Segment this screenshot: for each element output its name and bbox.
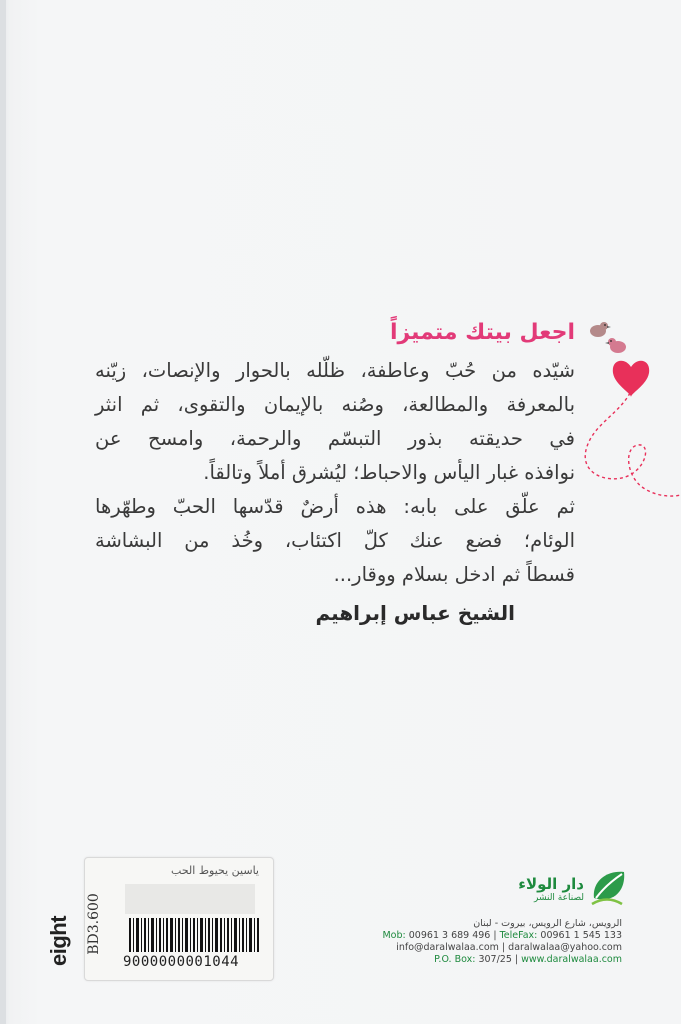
blurb-line: شيّده من حُبّ وعاطفة، ظلّله بالحوار والإنصات، زيّنه <box>95 359 575 382</box>
mob-label: Mob: <box>382 930 406 941</box>
mob-number: 00961 3 689 496 <box>408 930 491 941</box>
bird-icon <box>605 338 626 353</box>
publisher-address: الرويس، شارع الرويس، بيروت - لبنان <box>473 918 622 929</box>
publisher-phones: Mob: 00961 3 689 496 | TeleFax: 00961 1 545 133 <box>382 930 622 941</box>
telefax-number: 00961 1 545 133 <box>540 930 622 941</box>
blurb-title: اجعل بيتك متميزاً <box>389 320 575 345</box>
price-text: BD3.600 <box>85 893 102 955</box>
spine-edge <box>0 0 6 1024</box>
blurb-line: في حديقته بذور التبسّم والرحمة، وامسح عن <box>95 427 575 450</box>
telefax-label: TeleFax: <box>499 930 538 941</box>
po-label: P.O. Box: <box>434 954 476 965</box>
blurb-line: بالمعرفة والمطالعة، وصُنه بالإيمان والتقوى، ثم انثر <box>95 393 575 416</box>
blurb-line: نوافذه غبار اليأس والاحباط؛ ليُشرق أملاً وتالقاً. <box>203 461 575 484</box>
price-label <box>85 882 113 972</box>
barcode <box>129 918 259 952</box>
publisher-name: دار الولاء <box>518 875 584 893</box>
publisher-pobox: P.O. Box: 307/25 | www.daralwalaa.com <box>434 954 622 965</box>
blurb-line: قسطاً ثم ادخل بسلام ووقار... <box>333 563 575 586</box>
bird-icon <box>590 322 611 337</box>
publisher-emails: info@daralwalaa.com | daralwalaa@yahoo.com <box>396 942 622 953</box>
barcode-sticker <box>84 857 274 981</box>
publisher-contact <box>320 918 622 966</box>
publisher-website[interactable]: www.daralwalaa.com <box>521 954 622 965</box>
po-number: 307/25 <box>478 954 512 965</box>
blurb-line: الوئام؛ فضع عنك كلّ اكتئاب، وخُذ من البشاشة <box>95 529 575 552</box>
blurb-author: الشيخ عباس إبراهيم <box>315 601 515 625</box>
eight-logo-text: eight <box>46 915 72 967</box>
blurb <box>95 318 575 628</box>
eight-logo <box>48 908 88 978</box>
publisher-leaf-icon <box>588 868 628 908</box>
blurb-line: ثم علّق على بابه: هذه أرضٌ قدّسها الحبّ وطهّرها <box>95 495 575 518</box>
sticker-title: ياسين يحيوط الحب <box>171 864 259 877</box>
barcode-band <box>125 884 255 914</box>
barcode-number: 9000000001044 <box>123 954 240 970</box>
heart-birds-decoration <box>580 315 681 515</box>
publisher-tagline: لصناعة النشر <box>533 893 584 903</box>
